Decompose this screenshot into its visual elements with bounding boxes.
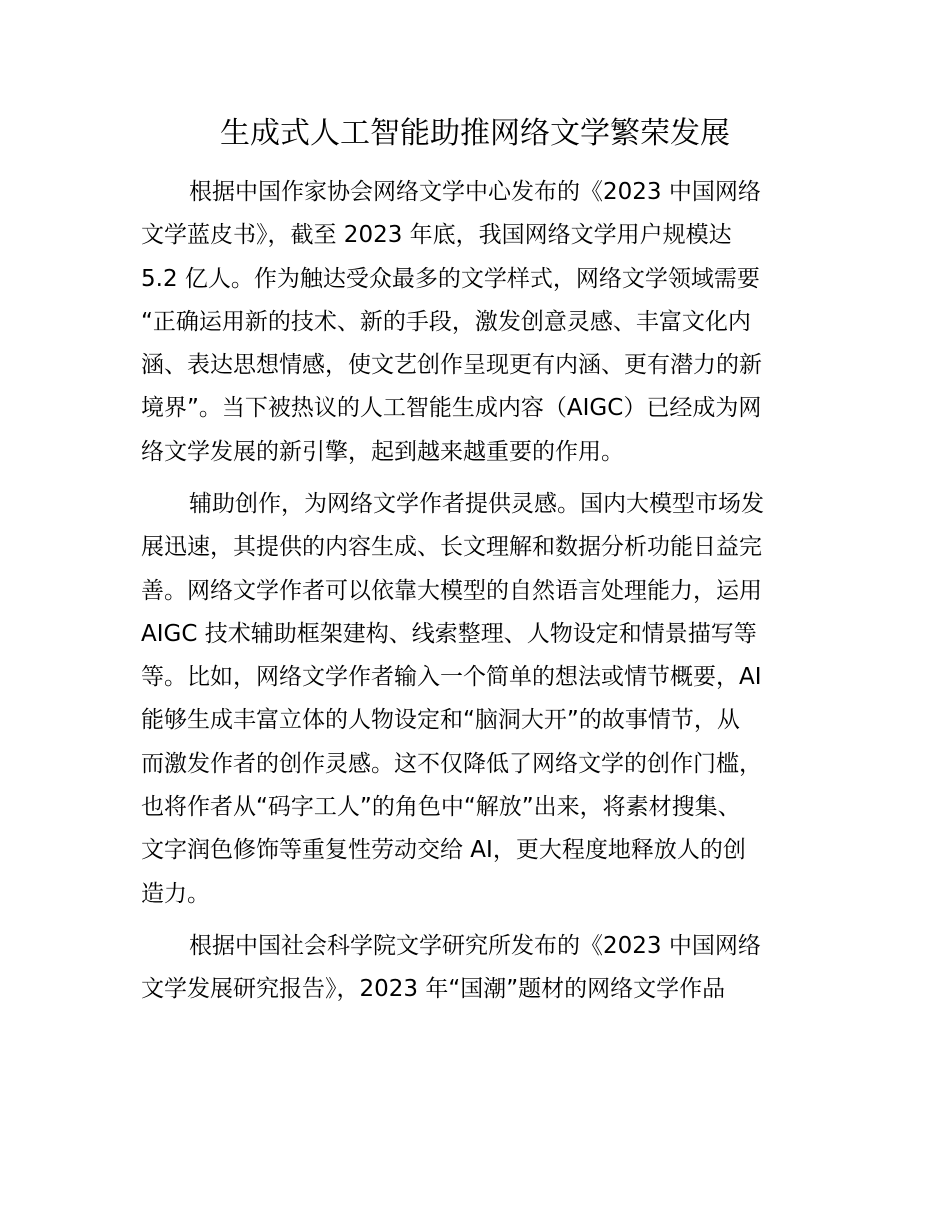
text-line: 涵、表达思想情感，使文艺创作呈现更有内涵、更有潜力的新: [141, 352, 762, 379]
text-line: AIGC 技术辅助框架建构、线索整理、人物设定和情景描写等: [141, 620, 757, 647]
text-line: 而激发作者的创作灵感。这不仅降低了网络文学的创作门槛，: [141, 750, 762, 777]
text-line: 善。网络文学作者可以依靠大模型的自然语言处理能力，运用: [141, 577, 762, 604]
text-line: 根据中国社会科学院文学研究所发布的《2023 中国网络: [189, 933, 761, 959]
text-line: 造力。: [141, 880, 210, 907]
text-line: 根据中国作家协会网络文学中心发布的《2023 中国网络: [189, 179, 761, 205]
text-line: 文学发展研究报告》，2023 年“国潮”题材的网络文学作品: [141, 976, 726, 1003]
text-line: 5.2 亿人。作为触达受众最多的文学样式，网络文学领域需要: [141, 265, 760, 292]
text-line: 境界”。当下被热议的人工智能生成内容（AIGC）已经成为网: [141, 395, 762, 422]
text-line: 展迅速，其提供的内容生成、长文理解和数据分析功能日益完: [141, 534, 762, 561]
text-line: 能够生成丰富立体的人物设定和“脑洞大开”的故事情节，从: [141, 707, 740, 734]
document-title: 生成式人工智能助推网络文学繁荣发展: [220, 116, 730, 151]
paragraph-2: [141, 483, 811, 916]
text-line: 辅助创作，为网络文学作者提供灵感。国内大模型市场发: [189, 491, 764, 517]
text-line: 文学蓝皮书》，截至 2023 年底，我国网络文学用户规模达: [141, 222, 732, 249]
paragraph-1: [141, 171, 811, 474]
text-line: 等。比如，网络文学作者输入一个简单的想法或情节概要，AI: [141, 664, 762, 691]
text-line: 文字润色修饰等重复性劳动交给 AI，更大程度地释放人的创: [141, 837, 746, 864]
text-line: 也将作者从“码字工人”的角色中“解放”出来，将素材搜集、: [141, 794, 741, 821]
paragraph-3: [141, 925, 811, 1012]
text-line: “正确运用新的技术、新的手段，激发创意灵感、丰富文化内: [141, 308, 751, 335]
text-line: 络文学发展的新引擎，起到越来越重要的作用。: [141, 438, 624, 465]
